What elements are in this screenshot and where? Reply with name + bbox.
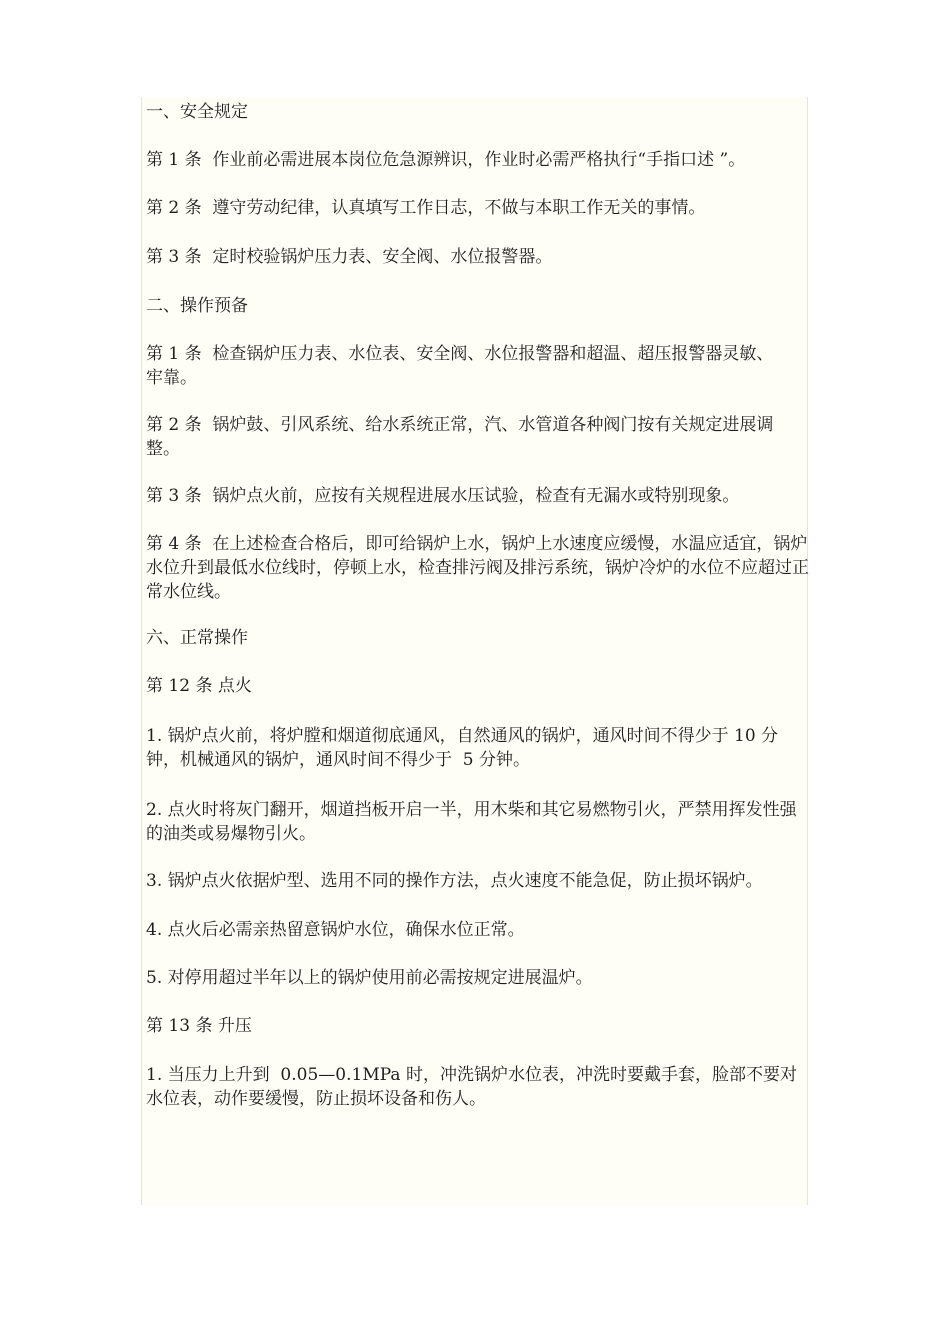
- article-12-heading: 第 12 条 点火: [146, 676, 252, 696]
- section-heading-normal-operation: 六、正常操作: [146, 628, 248, 648]
- section-heading-preparation: 二、操作预备: [146, 296, 248, 316]
- safety-article-2: 第 2 条 遵守劳动纪律，认真填写工作日志，不做与本职工作无关的事情。: [146, 198, 706, 218]
- ignition-item-2: 2. 点火时将灰门翻开，烟道挡板开启一半，用木柴和其它易燃物引火，严禁用挥发性强的油类或易爆物引火。: [146, 800, 797, 844]
- section-heading-safety: 一、安全规定: [146, 102, 248, 122]
- pressure-item-1: 1. 当压力上升到 0.05—0.1MPa 时，冲洗锅炉水位表，冲洗时要戴手套，脸部不要对水位表，动作要缓慢，防止损坏设备和伤人。: [146, 1065, 797, 1109]
- preparation-article-4: 第 4 条 在上述检查合格后，即可给锅炉上水，锅炉上水速度应缓慢，水温应适宜，锅炉水位升到最低水位线时，停顿上水，检查排污阀及排污系统，锅炉冷炉的水位不应超过正常水位线。: [146, 534, 809, 602]
- ignition-item-5: 5. 对停用超过半年以上的锅炉使用前必需按规定进展温炉。: [146, 968, 593, 988]
- preparation-article-3: 第 3 条 锅炉点火前，应按有关规程进展水压试验，检查有无漏水或特别现象。: [146, 486, 740, 506]
- preparation-article-2: 第 2 条 锅炉鼓、引风系统、给水系统正常，汽、水管道各种阀门按有关规定进展调整。: [146, 415, 774, 459]
- article-13-heading: 第 13 条 升压: [146, 1016, 252, 1036]
- ignition-item-4: 4. 点火后必需亲热留意锅炉水位，确保水位正常。: [146, 920, 525, 940]
- ignition-item-3: 3. 锅炉点火依据炉型、选用不同的操作方法，点火速度不能急促，防止损坏锅炉。: [146, 871, 763, 891]
- safety-article-3: 第 3 条 定时校验锅炉压力表、安全阀、水位报警器。: [146, 247, 553, 267]
- ignition-item-1: 1. 锅炉点火前，将炉膛和烟道彻底通风，自然通风的锅炉，通风时间不得少于 10 分钟，机械通风的锅炉，通风时间不得少于 5 分钟。: [146, 726, 779, 770]
- preparation-article-1: 第 1 条 检查锅炉压力表、水位表、安全阀、水位报警器和超温、超压报警器灵敏、牢靠。: [146, 344, 774, 388]
- safety-article-1: 第 1 条 作业前必需进展本岗位危急源辨识，作业时必需严格执行“手指口述 ”。: [146, 150, 746, 170]
